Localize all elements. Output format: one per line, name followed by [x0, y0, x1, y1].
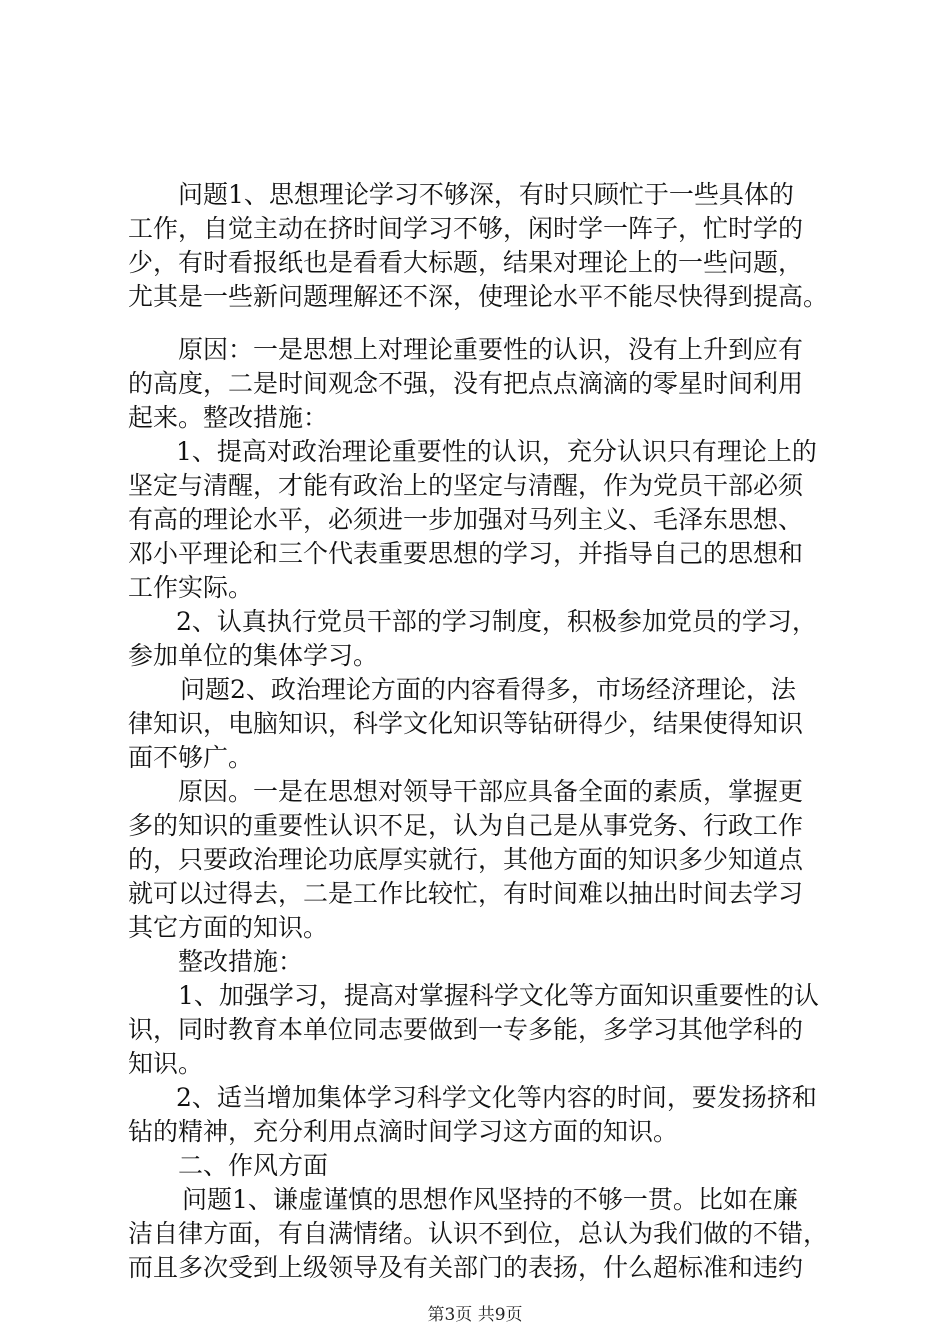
- page-footer: 第3页 共9页: [427, 1305, 523, 1325]
- text-line: 有高的理论水平，必须进一步加强对马列主义、毛泽东思想、: [128, 505, 804, 534]
- text-line: 1、提高对政治理论重要性的认识，充分认识只有理论上的: [176, 437, 817, 466]
- text-line: 原因：一是思想上对理论重要性的认识，没有上升到应有: [178, 335, 804, 364]
- text-line: 其它方面的知识。: [128, 913, 329, 942]
- text-line: 2、认真执行党员干部的学习制度，积极参加党员的学习，: [176, 607, 817, 636]
- text-line: 参加单位的集体学习。: [128, 641, 379, 670]
- text-line: 问题2、政治理论方面的内容看得多，市场经济理论，法: [180, 675, 796, 704]
- text-line: 2、适当增加集体学习科学文化等内容的时间，要发扬挤和: [176, 1083, 817, 1112]
- text-line: 而且多次受到上级领导及有关部门的表扬，什么超标准和违约: [128, 1253, 804, 1282]
- text-line: 的，只要政治理论功底厚实就行，其他方面的知识多少知道点: [128, 845, 804, 874]
- text-line: 知识。: [128, 1049, 204, 1078]
- text-line: 洁自律方面，有自满情绪。认识不到位，总认为我们做的不错，: [128, 1219, 829, 1248]
- text-line: 律知识，电脑知识，科学文化知识等钻研得少，结果使得知识: [128, 709, 804, 738]
- text-line: 尤其是一些新问题理解还不深，使理论水平不能尽快得到提高。: [128, 282, 829, 311]
- text-line: 整改措施：: [178, 947, 304, 976]
- text-line: 工作实际。: [128, 573, 254, 602]
- text-line: 坚定与清醒，才能有政治上的坚定与清醒，作为党员干部必须: [128, 471, 804, 500]
- text-line: 工作，自觉主动在挤时间学习不够，闲时学一阵子，忙时学的: [128, 214, 804, 243]
- text-line: 问题1、谦虚谨慎的思想作风坚持的不够一贯。比如在廉: [182, 1185, 798, 1214]
- section-heading: 二、作风方面: [178, 1151, 329, 1180]
- text-line: 面不够广。: [128, 743, 254, 772]
- text-line: 起来。整改措施：: [128, 403, 329, 432]
- text-line: 多的知识的重要性认识不足，认为自己是从事党务、行政工作: [128, 811, 804, 840]
- text-line: 就可以过得去，二是工作比较忙，有时间难以抽出时间去学习: [128, 879, 804, 908]
- text-line: 邓小平理论和三个代表重要思想的学习，并指导自己的思想和: [128, 539, 804, 568]
- text-line: 识，同时教育本单位同志要做到一专多能，多学习其他学科的: [128, 1015, 804, 1044]
- text-line: 问题1、思想理论学习不够深，有时只顾忙于一些具体的: [178, 180, 794, 209]
- text-line: 1、加强学习，提高对掌握科学文化等方面知识重要性的认: [178, 981, 819, 1010]
- text-line: 原因。一是在思想对领导干部应具备全面的素质，掌握更: [178, 777, 804, 806]
- text-line: 的高度，二是时间观念不强，没有把点点滴滴的零星时间利用: [128, 369, 804, 398]
- text-line: 少，有时看报纸也是看看大标题，结果对理论上的一些问题，: [128, 248, 804, 277]
- text-line: 钻的精神，充分利用点滴时间学习这方面的知识。: [128, 1117, 679, 1146]
